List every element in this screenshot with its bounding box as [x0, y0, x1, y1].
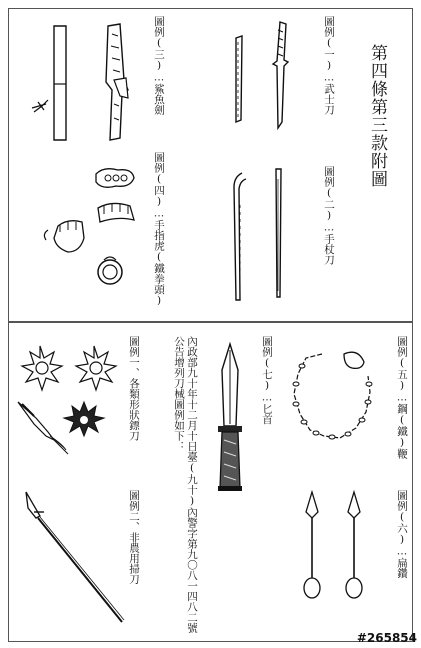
throwing-star-illustration: [14, 340, 126, 460]
caption-fig3: 圖例(三)…鯊魚劍: [153, 16, 165, 115]
notice-text: 內政部九十年十二月十日臺(九十)內警字第九〇八一四八二號公告增列刀械圖例如下：: [173, 336, 198, 633]
dagger-illustration: [206, 340, 256, 500]
pole-blade-illustration: [14, 488, 126, 628]
shark-sword-illustration: [28, 20, 148, 150]
caption-fig2: 圖例(二)…手杖刀: [323, 166, 335, 265]
knuckle-duster-illustration: [38, 160, 148, 300]
caption-fig7: 圖例(七)…匕首: [261, 336, 273, 425]
caption-fig-b: 圖例二、非農用掃刀: [128, 490, 140, 585]
page-title: 第四條第三款附圖: [367, 44, 387, 188]
steel-whip-illustration: [282, 340, 392, 450]
caption-fig-a: 圖例一、各類形狀鏢刀: [128, 336, 140, 441]
caption-fig5: 圖例(五)…鋼(鐵)鞭: [396, 336, 408, 459]
caption-fig1: 圖例(一)…武士刀: [323, 16, 335, 115]
caption-fig4: 圖例(四)…手指虎(鐵拳頭): [153, 152, 165, 307]
samurai-sword-illustration: [228, 20, 298, 130]
flat-awl-illustration: [282, 488, 392, 608]
document-id-stamp: #265854: [356, 631, 417, 645]
cane-sword-illustration: [228, 165, 298, 305]
caption-fig6: 圖例(六)…扁鑽: [396, 490, 408, 579]
